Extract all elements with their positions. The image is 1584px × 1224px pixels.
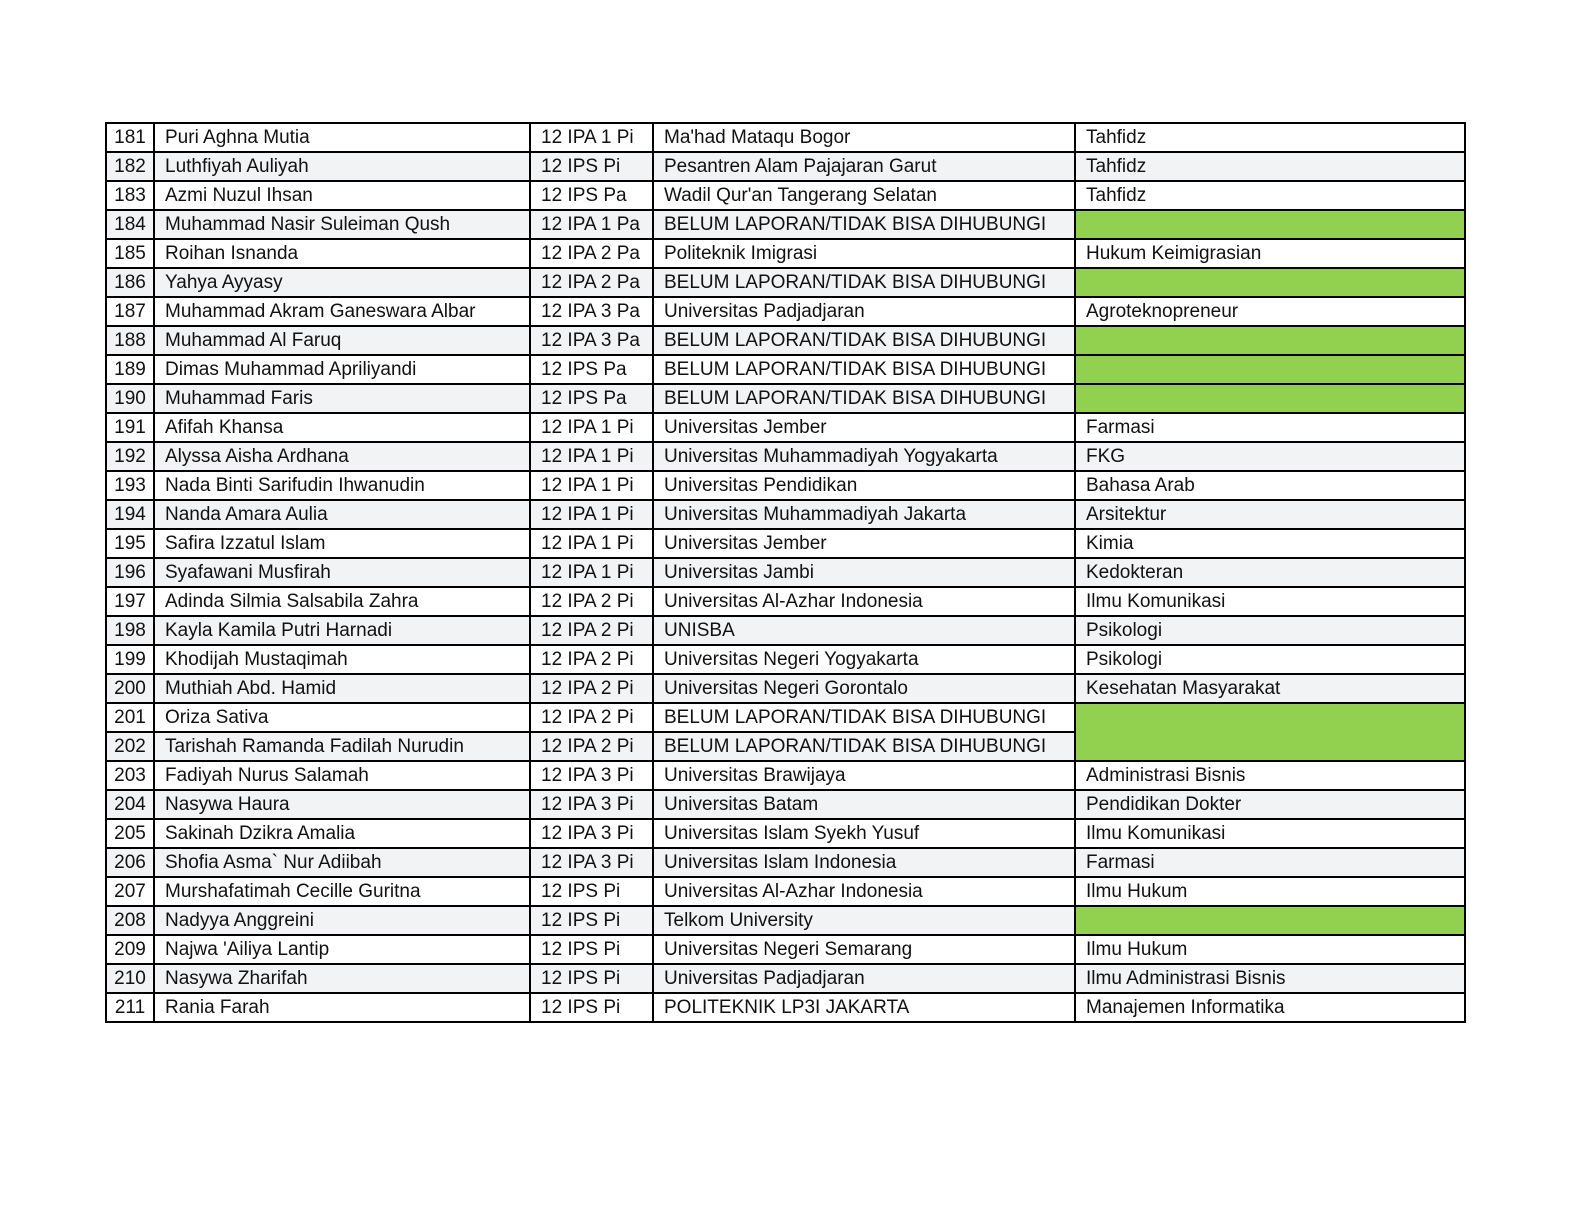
row-number-cell: 183 — [106, 181, 154, 210]
institution-cell: Universitas Al-Azhar Indonesia — [653, 587, 1075, 616]
table-row — [106, 442, 1465, 471]
major-cell: Arsitektur — [1075, 500, 1465, 529]
row-number-cell: 201 — [106, 703, 154, 732]
table-row — [106, 732, 1465, 761]
major-cell: Ilmu Komunikasi — [1075, 819, 1465, 848]
major-cell — [1075, 210, 1465, 239]
table-row — [106, 790, 1465, 819]
student-name-cell: Muthiah Abd. Hamid — [154, 674, 530, 703]
institution-cell: Universitas Batam — [653, 790, 1075, 819]
class-cell: 12 IPA 2 Pi — [530, 674, 653, 703]
institution-cell: BELUM LAPORAN/TIDAK BISA DIHUBUNGI — [653, 268, 1075, 297]
student-name-cell: Yahya Ayyasy — [154, 268, 530, 297]
table-row — [106, 587, 1465, 616]
institution-cell: BELUM LAPORAN/TIDAK BISA DIHUBUNGI — [653, 703, 1075, 732]
institution-cell: Universitas Negeri Yogyakarta — [653, 645, 1075, 674]
class-cell: 12 IPA 3 Pi — [530, 819, 653, 848]
student-name-cell: Tarishah Ramanda Fadilah Nurudin — [154, 732, 530, 761]
major-cell: Psikologi — [1075, 616, 1465, 645]
class-cell: 12 IPA 3 Pa — [530, 297, 653, 326]
institution-cell: BELUM LAPORAN/TIDAK BISA DIHUBUNGI — [653, 732, 1075, 761]
row-number-cell: 198 — [106, 616, 154, 645]
table-row — [106, 152, 1465, 181]
row-number-cell: 184 — [106, 210, 154, 239]
institution-cell: Universitas Muhammadiyah Yogyakarta — [653, 442, 1075, 471]
class-cell: 12 IPA 3 Pi — [530, 848, 653, 877]
major-cell: Ilmu Hukum — [1075, 935, 1465, 964]
table-row — [106, 239, 1465, 268]
student-name-cell: Muhammad Nasir Suleiman Qush — [154, 210, 530, 239]
institution-cell: Universitas Muhammadiyah Jakarta — [653, 500, 1075, 529]
table-row — [106, 558, 1465, 587]
institution-cell: Universitas Pendidikan — [653, 471, 1075, 500]
student-name-cell: Adinda Silmia Salsabila Zahra — [154, 587, 530, 616]
row-number-cell: 204 — [106, 790, 154, 819]
class-cell: 12 IPA 2 Pa — [530, 268, 653, 297]
table-row — [106, 181, 1465, 210]
major-cell: Ilmu Administrasi Bisnis — [1075, 964, 1465, 993]
student-name-cell: Khodijah Mustaqimah — [154, 645, 530, 674]
institution-cell: Universitas Jember — [653, 529, 1075, 558]
student-name-cell: Kayla Kamila Putri Harnadi — [154, 616, 530, 645]
major-cell: FKG — [1075, 442, 1465, 471]
major-cell: Bahasa Arab — [1075, 471, 1465, 500]
class-cell: 12 IPA 2 Pi — [530, 616, 653, 645]
institution-cell: Pesantren Alam Pajajaran Garut — [653, 152, 1075, 181]
row-number-cell: 205 — [106, 819, 154, 848]
student-name-cell: Nada Binti Sarifudin Ihwanudin — [154, 471, 530, 500]
student-name-cell: Fadiyah Nurus Salamah — [154, 761, 530, 790]
class-cell: 12 IPS Pa — [530, 181, 653, 210]
student-name-cell: Nasywa Zharifah — [154, 964, 530, 993]
class-cell: 12 IPA 1 Pa — [530, 210, 653, 239]
row-number-cell: 200 — [106, 674, 154, 703]
class-cell: 12 IPA 1 Pi — [530, 529, 653, 558]
class-cell: 12 IPA 1 Pi — [530, 500, 653, 529]
student-name-cell: Muhammad Al Faruq — [154, 326, 530, 355]
institution-cell: BELUM LAPORAN/TIDAK BISA DIHUBUNGI — [653, 326, 1075, 355]
major-cell: Farmasi — [1075, 413, 1465, 442]
student-destination-table — [105, 122, 1466, 1023]
student-name-cell: Muhammad Faris — [154, 384, 530, 413]
major-cell: Psikologi — [1075, 645, 1465, 674]
class-cell: 12 IPA 3 Pi — [530, 790, 653, 819]
major-cell — [1075, 732, 1465, 761]
row-number-cell: 199 — [106, 645, 154, 674]
institution-cell: BELUM LAPORAN/TIDAK BISA DIHUBUNGI — [653, 210, 1075, 239]
student-name-cell: Azmi Nuzul Ihsan — [154, 181, 530, 210]
student-name-cell: Murshafatimah Cecille Guritna — [154, 877, 530, 906]
institution-cell: Universitas Al-Azhar Indonesia — [653, 877, 1075, 906]
major-cell: Ilmu Hukum — [1075, 877, 1465, 906]
major-cell — [1075, 355, 1465, 384]
major-cell — [1075, 384, 1465, 413]
table-row — [106, 848, 1465, 877]
table-row — [106, 964, 1465, 993]
major-cell: Administrasi Bisnis — [1075, 761, 1465, 790]
major-cell — [1075, 326, 1465, 355]
class-cell: 12 IPA 2 Pi — [530, 587, 653, 616]
table-row — [106, 210, 1465, 239]
major-cell: Hukum Keimigrasian — [1075, 239, 1465, 268]
institution-cell: Universitas Negeri Gorontalo — [653, 674, 1075, 703]
class-cell: 12 IPS Pa — [530, 355, 653, 384]
major-cell — [1075, 268, 1465, 297]
row-number-cell: 193 — [106, 471, 154, 500]
institution-cell: Universitas Jember — [653, 413, 1075, 442]
row-number-cell: 190 — [106, 384, 154, 413]
student-name-cell: Oriza Sativa — [154, 703, 530, 732]
table-row — [106, 326, 1465, 355]
major-cell: Kesehatan Masyarakat — [1075, 674, 1465, 703]
institution-cell: Politeknik Imigrasi — [653, 239, 1075, 268]
table-row — [106, 268, 1465, 297]
row-number-cell: 211 — [106, 993, 154, 1022]
class-cell: 12 IPA 2 Pi — [530, 645, 653, 674]
table-row — [106, 384, 1465, 413]
class-cell: 12 IPA 2 Pi — [530, 703, 653, 732]
student-name-cell: Roihan Isnanda — [154, 239, 530, 268]
class-cell: 12 IPA 1 Pi — [530, 558, 653, 587]
major-cell: Kimia — [1075, 529, 1465, 558]
row-number-cell: 209 — [106, 935, 154, 964]
student-name-cell: Nanda Amara Aulia — [154, 500, 530, 529]
class-cell: 12 IPS Pi — [530, 935, 653, 964]
student-name-cell: Rania Farah — [154, 993, 530, 1022]
table-row — [106, 819, 1465, 848]
table-row — [106, 935, 1465, 964]
institution-cell: BELUM LAPORAN/TIDAK BISA DIHUBUNGI — [653, 384, 1075, 413]
student-name-cell: Najwa 'Ailiya Lantip — [154, 935, 530, 964]
institution-cell: Universitas Padjadjaran — [653, 964, 1075, 993]
institution-cell: Wadil Qur'an Tangerang Selatan — [653, 181, 1075, 210]
major-cell — [1075, 906, 1465, 935]
institution-cell: Universitas Brawijaya — [653, 761, 1075, 790]
class-cell: 12 IPS Pi — [530, 993, 653, 1022]
row-number-cell: 194 — [106, 500, 154, 529]
student-name-cell: Dimas Muhammad Apriliyandi — [154, 355, 530, 384]
class-cell: 12 IPA 1 Pi — [530, 413, 653, 442]
table-row — [106, 645, 1465, 674]
major-cell: Agroteknopreneur — [1075, 297, 1465, 326]
table-row — [106, 703, 1465, 732]
class-cell: 12 IPS Pi — [530, 152, 653, 181]
major-cell: Kedokteran — [1075, 558, 1465, 587]
student-name-cell: Syafawani Musfirah — [154, 558, 530, 587]
institution-cell: UNISBA — [653, 616, 1075, 645]
table-row — [106, 906, 1465, 935]
student-name-cell: Luthfiyah Auliyah — [154, 152, 530, 181]
table-row — [106, 616, 1465, 645]
row-number-cell: 182 — [106, 152, 154, 181]
major-cell: Pendidikan Dokter — [1075, 790, 1465, 819]
row-number-cell: 192 — [106, 442, 154, 471]
class-cell: 12 IPS Pa — [530, 384, 653, 413]
table-row — [106, 993, 1465, 1022]
student-name-cell: Safira Izzatul Islam — [154, 529, 530, 558]
table-row — [106, 297, 1465, 326]
student-name-cell: Nasywa Haura — [154, 790, 530, 819]
class-cell: 12 IPS Pi — [530, 877, 653, 906]
student-name-cell: Alyssa Aisha Ardhana — [154, 442, 530, 471]
major-cell: Manajemen Informatika — [1075, 993, 1465, 1022]
row-number-cell: 185 — [106, 239, 154, 268]
class-cell: 12 IPS Pi — [530, 906, 653, 935]
class-cell: 12 IPS Pi — [530, 964, 653, 993]
institution-cell: Universitas Jambi — [653, 558, 1075, 587]
major-cell: Tahfidz — [1075, 123, 1465, 152]
student-name-cell: Sakinah Dzikra Amalia — [154, 819, 530, 848]
class-cell: 12 IPA 2 Pi — [530, 732, 653, 761]
row-number-cell: 181 — [106, 123, 154, 152]
table-row — [106, 123, 1465, 152]
row-number-cell: 195 — [106, 529, 154, 558]
institution-cell: Universitas Islam Indonesia — [653, 848, 1075, 877]
class-cell: 12 IPA 2 Pa — [530, 239, 653, 268]
student-name-cell: Muhammad Akram Ganeswara Albar — [154, 297, 530, 326]
table-row — [106, 413, 1465, 442]
table-row — [106, 529, 1465, 558]
student-name-cell: Nadyya Anggreini — [154, 906, 530, 935]
row-number-cell: 207 — [106, 877, 154, 906]
institution-cell: Universitas Padjadjaran — [653, 297, 1075, 326]
row-number-cell: 202 — [106, 732, 154, 761]
row-number-cell: 196 — [106, 558, 154, 587]
institution-cell: POLITEKNIK LP3I JAKARTA — [653, 993, 1075, 1022]
table-row — [106, 500, 1465, 529]
institution-cell: BELUM LAPORAN/TIDAK BISA DIHUBUNGI — [653, 355, 1075, 384]
row-number-cell: 208 — [106, 906, 154, 935]
student-name-cell: Puri Aghna Mutia — [154, 123, 530, 152]
table-row — [106, 674, 1465, 703]
table-row — [106, 761, 1465, 790]
table-body — [106, 123, 1465, 1022]
major-cell: Tahfidz — [1075, 152, 1465, 181]
class-cell: 12 IPA 1 Pi — [530, 442, 653, 471]
class-cell: 12 IPA 1 Pi — [530, 471, 653, 500]
row-number-cell: 197 — [106, 587, 154, 616]
institution-cell: Universitas Negeri Semarang — [653, 935, 1075, 964]
student-name-cell: Afifah Khansa — [154, 413, 530, 442]
table-row — [106, 877, 1465, 906]
row-number-cell: 189 — [106, 355, 154, 384]
row-number-cell: 186 — [106, 268, 154, 297]
institution-cell: Universitas Islam Syekh Yusuf — [653, 819, 1075, 848]
row-number-cell: 188 — [106, 326, 154, 355]
student-name-cell: Shofia Asma` Nur Adiibah — [154, 848, 530, 877]
institution-cell: Ma'had Mataqu Bogor — [653, 123, 1075, 152]
row-number-cell: 203 — [106, 761, 154, 790]
major-cell — [1075, 703, 1465, 732]
class-cell: 12 IPA 1 Pi — [530, 123, 653, 152]
major-cell: Farmasi — [1075, 848, 1465, 877]
major-cell: Ilmu Komunikasi — [1075, 587, 1465, 616]
row-number-cell: 206 — [106, 848, 154, 877]
table-row — [106, 355, 1465, 384]
row-number-cell: 210 — [106, 964, 154, 993]
institution-cell: Telkom University — [653, 906, 1075, 935]
row-number-cell: 191 — [106, 413, 154, 442]
class-cell: 12 IPA 3 Pa — [530, 326, 653, 355]
major-cell: Tahfidz — [1075, 181, 1465, 210]
row-number-cell: 187 — [106, 297, 154, 326]
class-cell: 12 IPA 3 Pi — [530, 761, 653, 790]
table-row — [106, 471, 1465, 500]
